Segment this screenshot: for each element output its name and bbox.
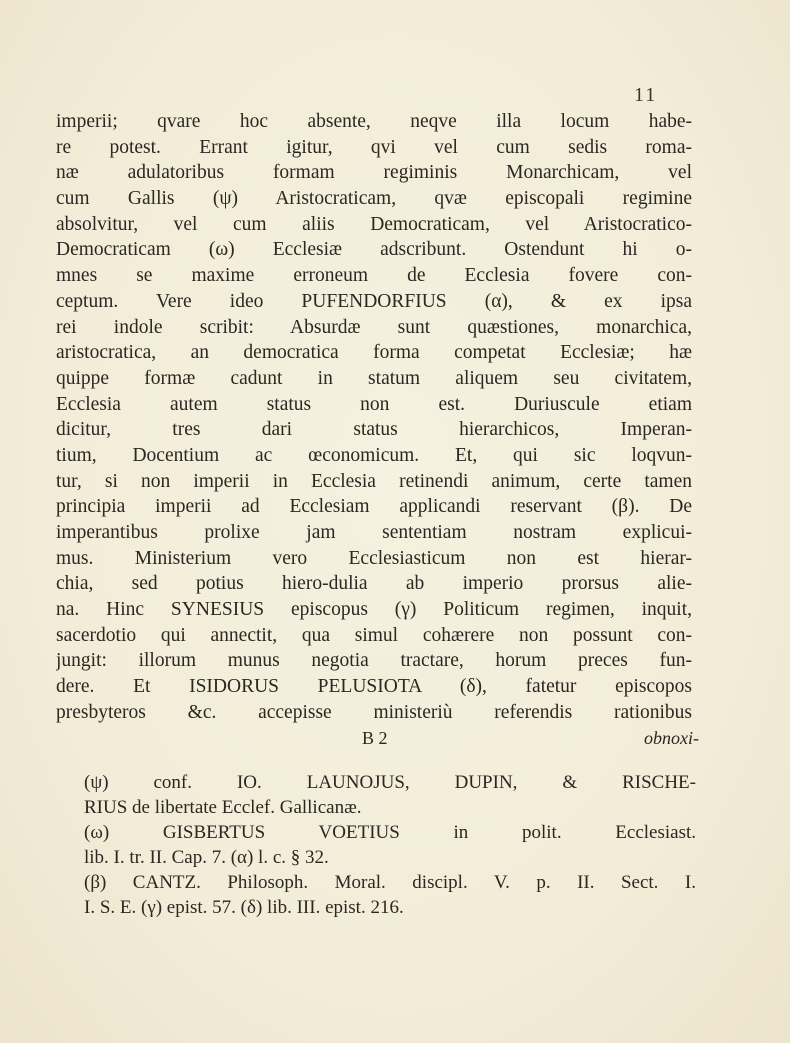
signature-mark: B 2 [362,727,388,748]
text-line: Democraticam (ω) Ecclesiæ adscribunt. Ostendunt hi o- [56,239,692,261]
text-line: tur, si non imperii in Ecclesia retinendi animum, certe tamen [56,470,692,492]
text-line: absolvitur, vel cum aliis Democraticam, vel Aristocratico- [56,213,692,235]
catchword: obnoxi- [644,727,699,748]
text-line: principia imperii ad Ecclesiam applicandi reservant (β). De [56,496,692,518]
footnote-line: (β) CANTZ. Philosoph. Moral. discipl. V. p. II. Sect. I. [84,872,696,893]
text-line: dere. Et ISIDORUS PELUSIOTA (δ), fatetur episcopos [56,676,692,698]
text-line: dicitur, tres dari status hierarchicos, Imperan- [56,419,692,441]
text-line: sacerdotio qui annectit, qua simul cohærere non possunt con- [56,624,692,646]
text-line: mus. Ministerium vero Ecclesiasticum non est hierar- [56,547,692,569]
text-line: re potest. Errant igitur, qvi vel cum sedis roma- [56,136,692,158]
footnote-line: (ψ) conf. IO. LAUNOJUS, DUPIN, & RISCHE- [84,772,696,793]
text-line: tium, Docentium ac œconomicum. Et, qui sic loqvun- [56,444,692,466]
text-line: ceptum. Vere ideo PUFENDORFIUS (α), & ex ipsa [56,290,692,312]
footnote-line: I. S. E. (γ) epist. 57. (δ) lib. III. epist. 216. [84,897,404,918]
text-line: Ecclesia autem status non est. Duriuscule etiam [56,393,692,415]
text-line: rei indole scribit: Absurdæ sunt quæstiones, monarchica, [56,316,692,338]
text-line: quippe formæ cadunt in statum aliquem seu civitatem, [56,367,692,389]
footnote-line: lib. I. tr. II. Cap. 7. (α) l. c. § 32. [84,847,329,868]
text-line: imperii; qvare hoc absente, neqve illa locum habe- [56,111,692,132]
main-text-block [56,109,699,751]
footnote-line: RIUS de libertate Ecclef. Gallicanæ. [84,797,362,818]
signature-row [56,726,699,751]
page-number: 11 [634,84,658,106]
text-line: presbyteros &c. accepisse ministeriù referendis rationibus [56,701,692,723]
text-line: jungit: illorum munus negotia tractare, horum preces fun- [56,650,692,672]
footnotes-block [84,770,696,920]
footnote-line: (ω) GISBERTUS VOETIUS in polit. Ecclesiast. [84,822,696,843]
text-line: chia, sed potius hiero-dulia ab imperio prorsus alie- [56,573,692,595]
text-line: cum Gallis (ψ) Aristocraticam, qvæ episcopali regimine [56,188,692,210]
text-line: mnes se maxime erroneum de Ecclesia fovere con- [56,265,692,287]
text-line: na. Hinc SYNESIUS episcopus (γ) Politicum regimen, inquit, [56,599,692,621]
text-line: aristocratica, an democratica forma competat Ecclesiæ; hæ [56,342,692,364]
text-line: næ adulatoribus formam regiminis Monarchicam, vel [56,162,692,184]
text-line: imperantibus prolixe jam sententiam nostram explicui- [56,522,692,543]
